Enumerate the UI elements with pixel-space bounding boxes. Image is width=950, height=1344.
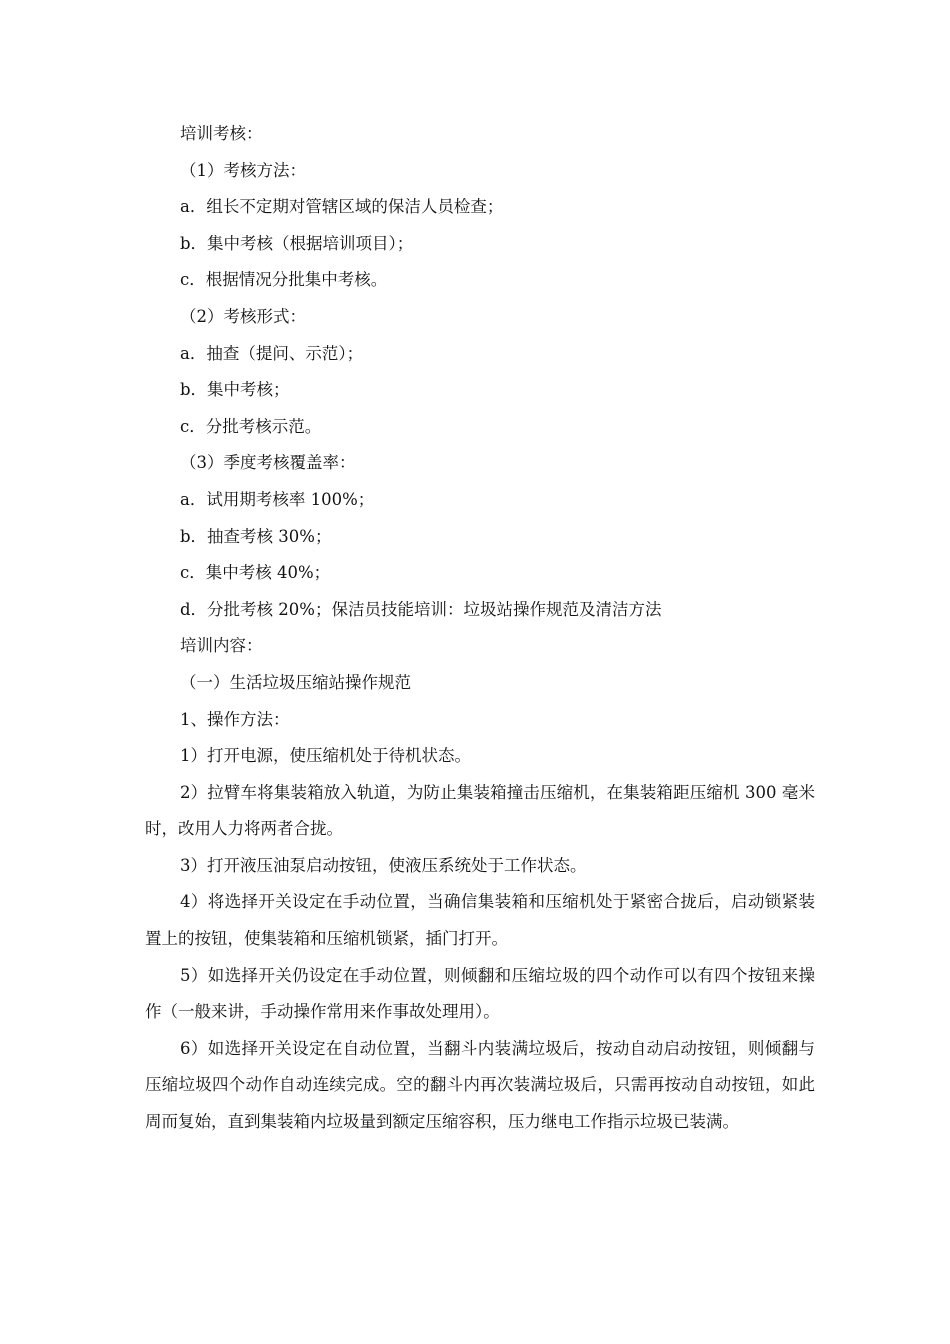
step-item: 1）打开电源，使压缩机处于待机状态。 [180, 746, 471, 766]
list-item: c．分批考核示范。 [180, 416, 322, 436]
subheading-assessment-form: （2）考核形式： [180, 306, 306, 326]
heading-training-assessment: 培训考核： [180, 124, 263, 143]
subheading-compression-station: （一）生活垃圾压缩站操作规范 [180, 672, 411, 692]
list-item: a．组长不定期对管辖区域的保洁人员检查； [180, 197, 504, 217]
step-item: 6）如选择开关设定在自动位置，当翻斗内装满垃圾后，按动自动启动按钮，则倾翻与压缩垃圾四个动作自动连续完成。空的翻斗内再次装满垃圾后，只需再按动自动按钮，如此周而复始，直到集装箱内垃圾量到额定压缩容积，压力继电工作指示垃圾已装满。 [145, 1038, 815, 1132]
step-item: 2）拉臂车将集装箱放入轨道，为防止集装箱撞击压缩机，在集装箱距压缩机 300 毫米时，改用人力将两者合拢。 [145, 782, 815, 839]
list-item: b．集中考核（根据培训项目）； [180, 233, 414, 253]
list-item: c．集中考核 40%； [180, 563, 331, 583]
list-item: a．抽查（提问、示范）； [180, 343, 364, 363]
step-item: 5）如选择开关仍设定在手动位置，则倾翻和压缩垃圾的四个动作可以有四个按钮来操作（一般来讲，手动操作常用来作事故处理用）。 [145, 965, 815, 1022]
list-item: b．抽查考核 30%； [180, 526, 332, 546]
document-page [145, 116, 815, 1141]
subheading-coverage-rate: （3）季度考核覆盖率： [180, 453, 356, 473]
subheading-assessment-method: （1）考核方法： [180, 160, 306, 180]
list-item: d．分批考核 20%；保洁员技能培训：垃圾站操作规范及清洁方法 [180, 599, 662, 619]
list-item: a．试用期考核率 100%； [180, 489, 375, 509]
list-item: b．集中考核； [180, 380, 290, 400]
list-item: c．根据情况分批集中考核。 [180, 270, 388, 290]
heading-training-content: 培训内容： [180, 636, 263, 656]
subheading-operation-method: 1、操作方法： [180, 709, 290, 729]
step-item: 4）将选择开关设定在手动位置，当确信集装箱和压缩机处于紧密合拢后，启动锁紧装置上的按钮，使集装箱和压缩机锁紧，插门打开。 [145, 892, 815, 949]
step-item: 3）打开液压油泵启动按钮，使液压系统处于工作状态。 [180, 855, 587, 875]
